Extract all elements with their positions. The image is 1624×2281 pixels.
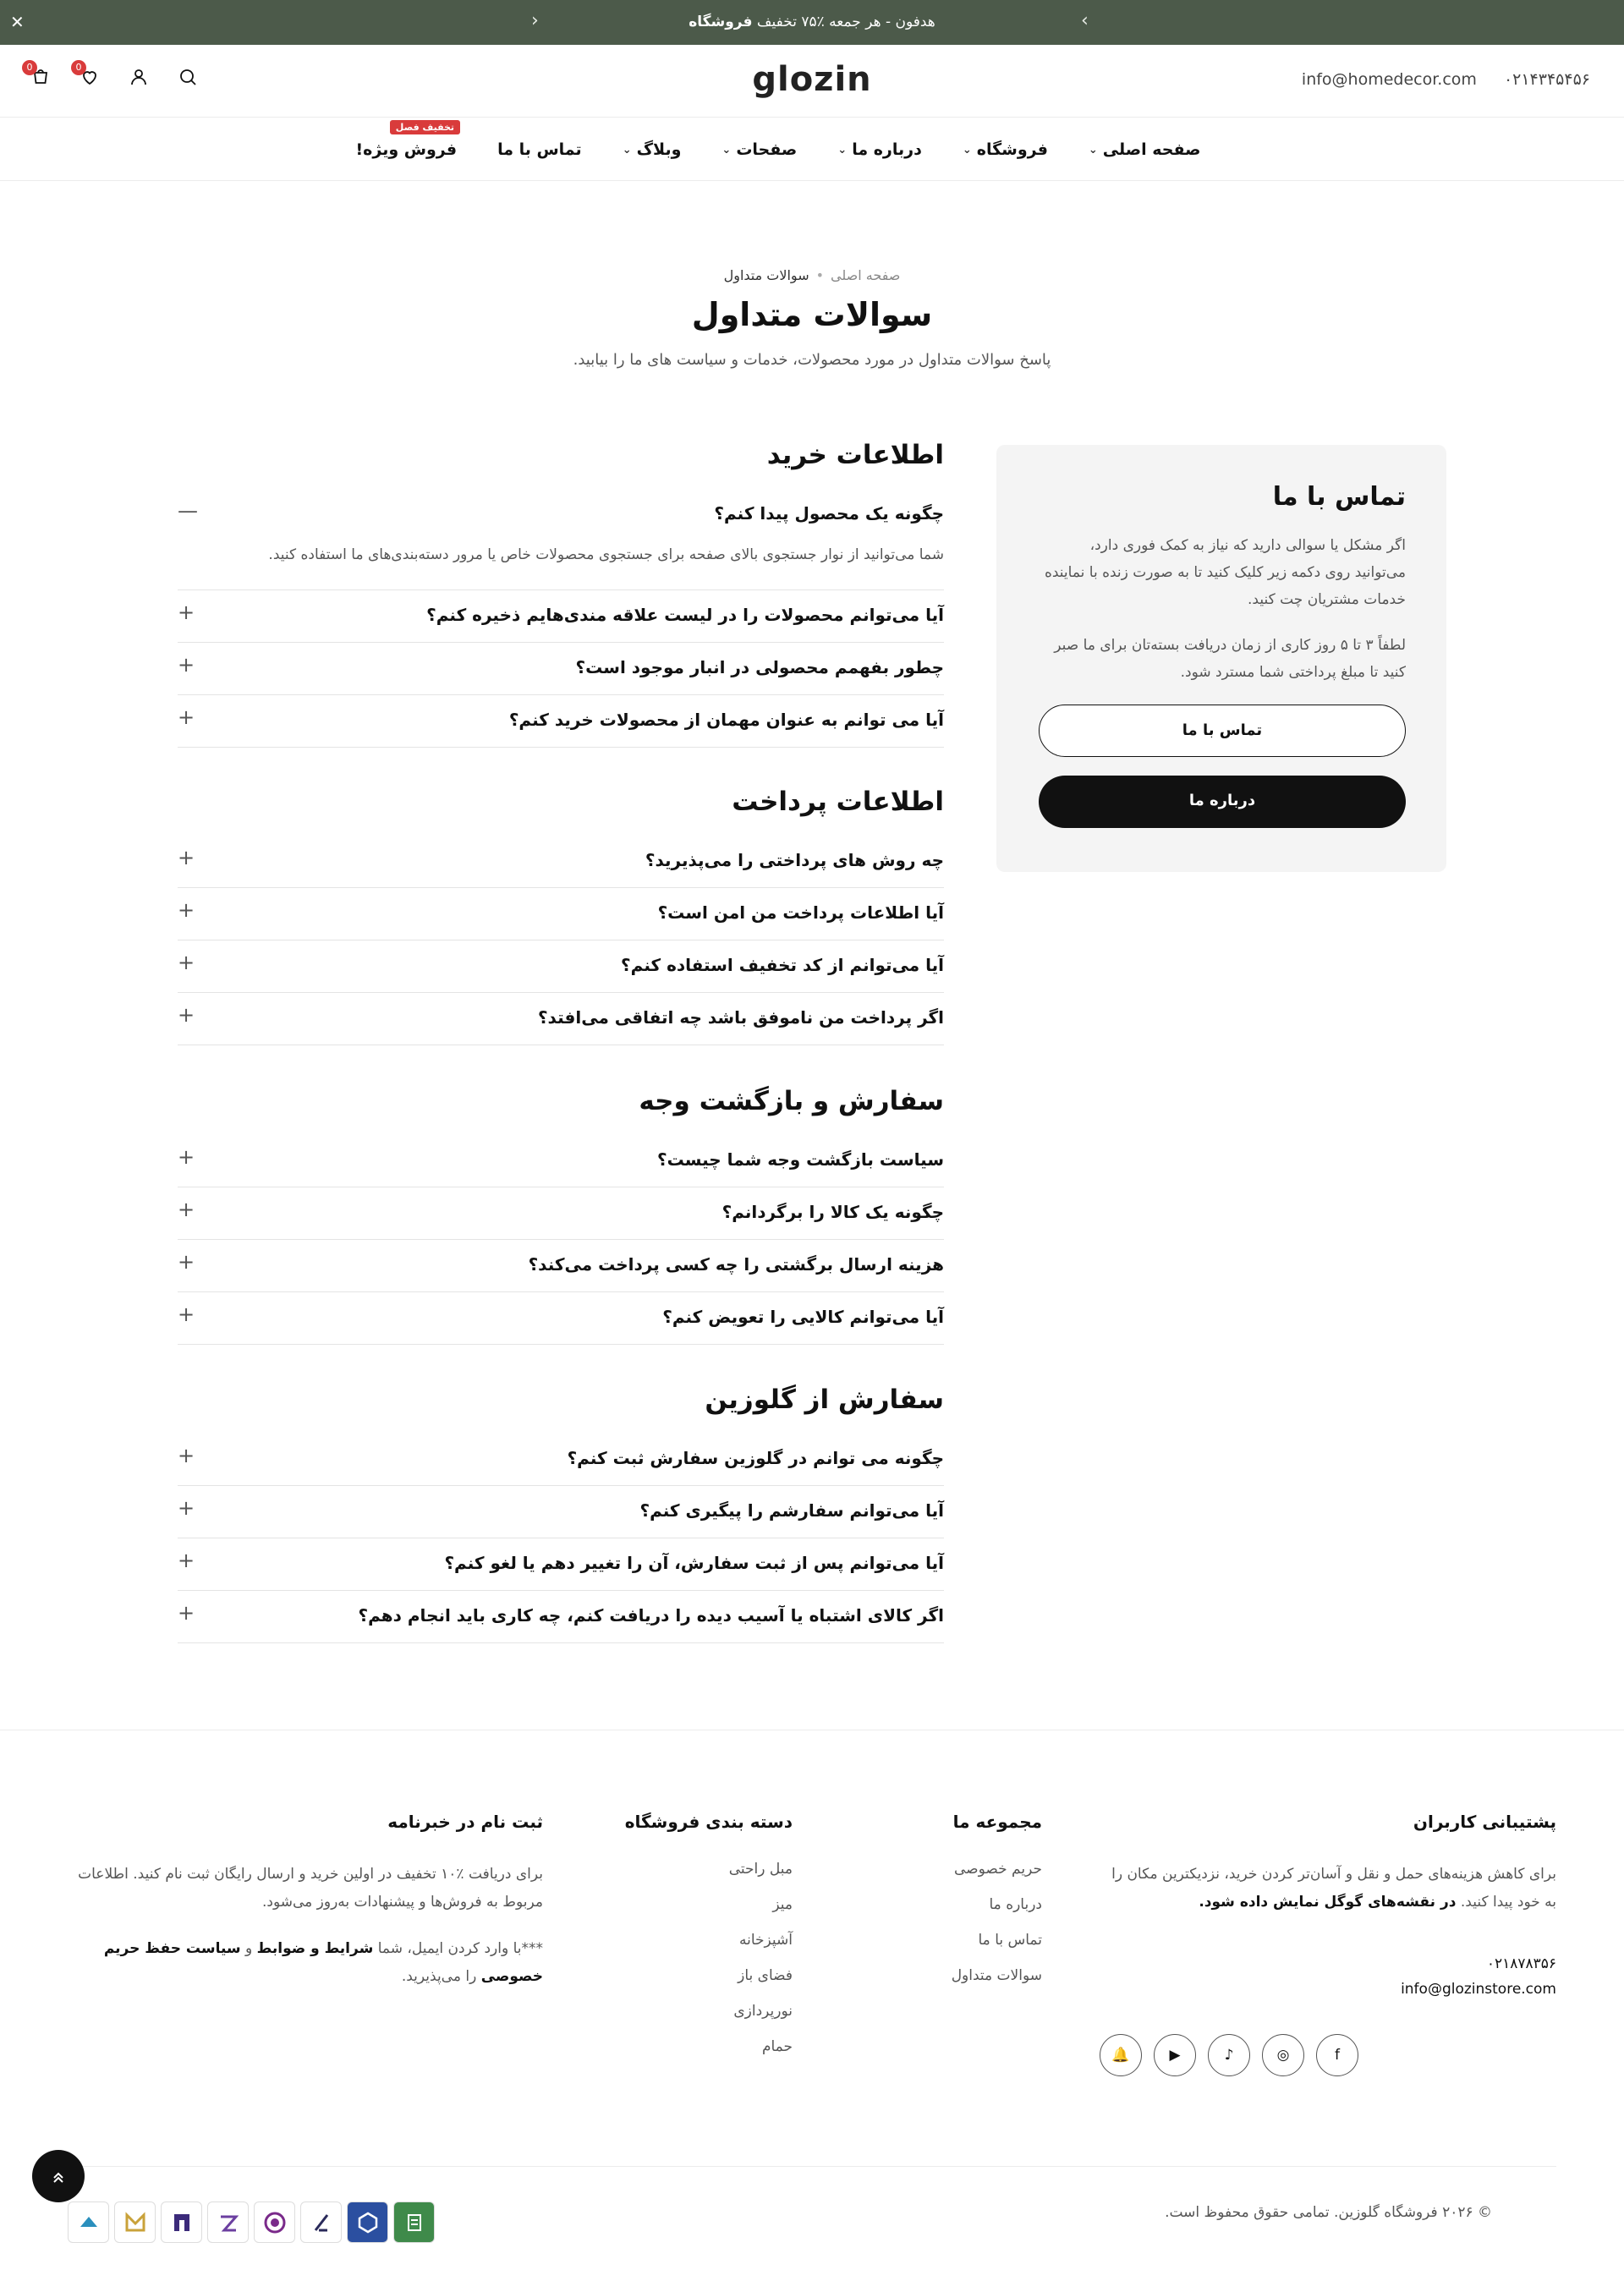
scroll-to-top-button[interactable] xyxy=(32,2150,85,2202)
breadcrumb-home[interactable]: صفحه اصلی xyxy=(831,267,901,283)
faq-item[interactable] xyxy=(178,1486,944,1538)
faq-question[interactable]: چه روش های پرداختی را می‌پذیرید؟ xyxy=(645,850,944,870)
tiktok-icon[interactable]: ♪ xyxy=(1208,2034,1250,2076)
plus-icon[interactable]: + xyxy=(178,1601,195,1625)
footer-link[interactable]: درباره ما xyxy=(989,1896,1042,1913)
minus-icon[interactable]: — xyxy=(178,499,198,523)
plus-icon[interactable]: + xyxy=(178,1250,195,1274)
faq-item[interactable] xyxy=(178,1187,944,1240)
trust-badge-icon[interactable] xyxy=(393,2201,435,2243)
footer-collection-title: مجموعه ما xyxy=(952,1812,1042,1832)
plus-icon[interactable]: + xyxy=(178,1444,195,1467)
faq-item[interactable] xyxy=(178,1135,944,1187)
header-email[interactable]: info@homedecor.com xyxy=(1301,70,1477,89)
trust-badge-icon[interactable] xyxy=(114,2201,156,2243)
nav-label: تماس با ما xyxy=(497,140,582,159)
footer-link[interactable]: مبل راحتی xyxy=(728,1861,793,1878)
faq-question[interactable]: آیا می‌توانم پس از ثبت سفارش، آن را تغییر دهم یا لغو کنم؟ xyxy=(444,1553,944,1573)
faq-item[interactable] xyxy=(178,993,944,1045)
faq-section-title: اطلاعات پرداخت xyxy=(732,787,944,817)
plus-icon[interactable]: + xyxy=(178,951,195,974)
contact-card-text2: لطفاً ۳ تا ۵ روز کاری از زمان دریافت بسته‌تان برای ما صبر کنید تا مبلغ پرداختی شما مسترد شود. xyxy=(1054,637,1406,681)
social-links xyxy=(1100,2034,1556,2076)
contact-card xyxy=(996,445,1446,872)
faq-item[interactable] xyxy=(178,643,944,695)
faq-section-returns xyxy=(178,1086,944,1345)
page-subtitle: پاسخ سوالات متداول در مورد محصولات، خدمات و سیاست های ما را بیابید. xyxy=(573,351,1051,369)
plus-icon[interactable]: + xyxy=(178,1003,195,1027)
faq-question[interactable]: آیا می‌توانم کالایی را تعویض کنم؟ xyxy=(662,1307,944,1327)
chevron-right-icon[interactable]: › xyxy=(1081,10,1089,31)
faq-section-payment xyxy=(178,787,944,1045)
footer-link[interactable]: نورپردازی xyxy=(733,2003,793,2020)
nav-item-shop[interactable] xyxy=(963,140,1048,159)
cart-icon[interactable] xyxy=(26,62,51,87)
youtube-icon[interactable]: ▶ xyxy=(1154,2034,1196,2076)
double-chevron-up-icon xyxy=(50,2169,67,2185)
faq-section-ordering xyxy=(178,1385,944,1643)
faq-section-purchase xyxy=(178,440,944,748)
trust-badge-icon[interactable] xyxy=(207,2201,249,2243)
footer-link[interactable]: حمام xyxy=(761,2038,793,2055)
faq-item[interactable] xyxy=(178,695,944,748)
footer-link[interactable]: تماس با ما xyxy=(978,1932,1042,1949)
chevron-down-icon: ⌄ xyxy=(837,143,848,156)
nav-item-about[interactable] xyxy=(837,140,922,159)
footer-link[interactable]: میز xyxy=(772,1896,793,1913)
trust-badge-icon[interactable] xyxy=(161,2201,202,2243)
site-footer xyxy=(0,1730,1624,2281)
chevron-down-icon: ⌄ xyxy=(721,143,732,156)
trust-badges xyxy=(68,2201,435,2243)
footer-categories xyxy=(606,1812,793,2074)
faq-question[interactable]: آیا اطلاعات پرداخت من امن است؟ xyxy=(657,902,944,923)
site-header xyxy=(0,45,1624,118)
hot-badge: تخفیف فصل xyxy=(390,120,460,134)
footer-categories-title: دسته بندی فروشگاه xyxy=(624,1812,793,1832)
faq-item[interactable] xyxy=(178,1538,944,1591)
faq-item[interactable] xyxy=(178,888,944,940)
header-phone[interactable]: ۰۲۱۴۳۴۵۴۵۶ xyxy=(1503,70,1590,89)
faq-item[interactable] xyxy=(178,1591,944,1643)
chevron-down-icon: ⌄ xyxy=(962,143,972,156)
footer-link[interactable]: حریم خصوصی xyxy=(954,1861,1042,1878)
faq-question[interactable]: چگونه می توانم در گلوزین سفارش ثبت کنم؟ xyxy=(567,1448,944,1468)
footer-divider xyxy=(68,2166,1556,2167)
terms-prefix: ***با وارد کردن ایمیل، شما xyxy=(377,1940,543,1957)
nav-item-pages[interactable] xyxy=(721,140,797,159)
newsletter-text: برای دریافت ٪۱۰ تخفیف در اولین خرید و ارسال رایگان ثبت نام کنید. اطلاعات مربوط به فروش‌ها و پیشنهادات به‌روز می‌شود. xyxy=(78,1866,543,1911)
trust-badge-icon[interactable] xyxy=(300,2201,342,2243)
newsletter-terms xyxy=(68,1935,543,1991)
facebook-icon[interactable]: f xyxy=(1316,2034,1358,2076)
footer-phone[interactable]: ۰۲۱۸۷۸۳۵۶ xyxy=(1486,1955,1556,1972)
breadcrumb-current: سوالات متداول xyxy=(723,267,809,283)
faq-question[interactable]: چگونه یک محصول پیدا کنم؟ xyxy=(714,503,944,524)
faq-item[interactable] xyxy=(178,940,944,993)
announcement-bold: فروشگاه xyxy=(689,14,753,30)
nav-label: فروشگاه xyxy=(976,140,1048,159)
footer-email[interactable]: info@glozinstore.com xyxy=(1401,1981,1556,1998)
faq-section-title: سفارش از گلوزین xyxy=(705,1385,944,1415)
nav-item-contact[interactable] xyxy=(497,140,582,159)
wishlist-count-badge: 0 xyxy=(71,60,86,75)
chevron-down-icon: ⌄ xyxy=(622,143,632,156)
notification-icon[interactable]: 🔔 xyxy=(1100,2034,1142,2076)
faq-question[interactable]: اگر پرداخت من ناموفق باشد چه اتفاقی می‌افتد؟ xyxy=(537,1007,944,1028)
chevron-left-icon[interactable]: ‹ xyxy=(531,10,539,31)
faq-item[interactable] xyxy=(178,836,944,888)
plus-icon[interactable]: + xyxy=(178,1302,195,1326)
footer-support-title: پشتیبانی کاربران xyxy=(1413,1812,1556,1832)
faq-question[interactable]: آیا می‌توانم سفارشم را پیگیری کنم؟ xyxy=(639,1500,944,1521)
nav-label: وبلاگ xyxy=(636,140,682,159)
footer-link[interactable]: سوالات متداول xyxy=(951,1967,1042,1984)
announcement-bar xyxy=(0,0,1624,45)
support-text: برای کاهش هزینه‌های حمل و نقل و آسان‌تر کردن خرید، نزدیکترین مکان را به خود پیدا کنید. xyxy=(1111,1866,1556,1911)
plus-icon[interactable]: + xyxy=(178,1198,195,1221)
copyright: © ۲۰۲۶ فروشگاه گلوزین. تمامی حقوق محفوظ است. xyxy=(1165,2204,1492,2221)
plus-icon[interactable]: + xyxy=(178,600,195,624)
header-icons xyxy=(26,62,198,87)
announcement-main: هدفون - هر جمعه ٪۷۵ تخفیف xyxy=(756,14,935,30)
trust-badge-icon[interactable] xyxy=(347,2201,388,2243)
faq-question[interactable]: آیا می‌توانم از کد تخفیف استفاده کنم؟ xyxy=(621,955,944,975)
close-icon[interactable]: ✕ xyxy=(10,12,25,32)
contact-card-text1: اگر مشکل یا سوالی دارید که نیاز به کمک فوری دارد، می‌توانید روی دکمه زیر کلیک کنید تا به صورت زنده با نماینده خدمات مشتریان چت کنید. xyxy=(1044,537,1406,608)
breadcrumb-separator: • xyxy=(815,267,825,283)
search-icon[interactable] xyxy=(178,67,198,87)
nav-label: درباره ما xyxy=(852,140,922,159)
plus-icon[interactable]: + xyxy=(178,1496,195,1520)
announcement-text xyxy=(0,0,1624,45)
plus-icon[interactable]: + xyxy=(178,1549,195,1572)
faq-item[interactable] xyxy=(178,1240,944,1292)
terms-link[interactable]: شرایط و ضوابط xyxy=(256,1940,374,1957)
footer-link[interactable]: آشپزخانه xyxy=(738,1932,793,1949)
logo[interactable]: glozin xyxy=(752,60,872,99)
support-map-link[interactable]: در نقشه‌های گوگل نمایش داده شود. xyxy=(1199,1894,1457,1911)
faq-section-title: سفارش و بازگشت وجه xyxy=(639,1086,944,1116)
plus-icon[interactable]: + xyxy=(178,653,195,677)
contact-card-title: تماس با ما xyxy=(1272,482,1406,512)
faq-question[interactable]: هزینه ارسال برگشتی را چه کسی پرداخت می‌کند؟ xyxy=(528,1254,944,1275)
plus-icon[interactable]: + xyxy=(178,898,195,922)
footer-newsletter xyxy=(68,1812,543,1991)
faq-question[interactable]: آیا می‌توانم محصولات را در لیست علاقه مندی‌هایم ذخیره کنم؟ xyxy=(426,605,944,625)
faq-item[interactable] xyxy=(178,1434,944,1486)
faq-question[interactable]: آیا می توانم به عنوان مهمان از محصولات خرید کنم؟ xyxy=(508,710,944,730)
plus-icon[interactable]: + xyxy=(178,705,195,729)
terms-and: و xyxy=(245,1940,253,1957)
footer-support-text xyxy=(1100,1861,1556,1916)
nav-item-sale[interactable] xyxy=(355,122,458,159)
chevron-down-icon: ⌄ xyxy=(1088,143,1098,156)
breadcrumb xyxy=(0,267,1624,283)
nav-label: صفحات xyxy=(736,140,798,159)
user-icon[interactable] xyxy=(129,67,149,87)
faq-question[interactable]: سیاست بازگشت وجه شما چیست؟ xyxy=(657,1149,944,1170)
plus-icon[interactable]: + xyxy=(178,846,195,869)
instagram-icon[interactable]: ◎ xyxy=(1262,2034,1304,2076)
footer-link[interactable]: فضای باز xyxy=(738,1967,793,1984)
faq-answer: شما می‌توانید از نوار جستجوی بالای صفحه برای جستجوی محصولات خاص یا مرور دسته‌بندی‌های ما استفاده کنید. xyxy=(268,546,944,563)
faq-item[interactable] xyxy=(178,489,944,590)
footer-support xyxy=(1100,1812,1556,2076)
main-nav xyxy=(0,118,1624,181)
terms-suffix: را می‌پذیرید. xyxy=(401,1968,477,1985)
privacy-link[interactable]: سیاست حفظ حریم خصوصی xyxy=(103,1940,543,1985)
nav-label: صفحه اصلی xyxy=(1102,140,1201,159)
plus-icon[interactable]: + xyxy=(178,1145,195,1169)
faq-item[interactable] xyxy=(178,590,944,643)
contact-button[interactable]: تماس با ما xyxy=(1039,705,1406,757)
footer-collection xyxy=(873,1812,1042,2003)
page-title: سوالات متداول xyxy=(691,296,933,333)
faq-question[interactable]: چگونه یک کالا را برگردانم؟ xyxy=(721,1202,944,1222)
trust-badge-icon[interactable] xyxy=(254,2201,295,2243)
faq-question[interactable]: چطور بفهمم محصولی در انبار موجود است؟ xyxy=(575,657,944,677)
faq-section-title: اطلاعات خرید xyxy=(766,440,944,470)
nav-item-home[interactable] xyxy=(1089,140,1201,159)
footer-newsletter-title: ثبت نام در خبرنامه xyxy=(387,1812,543,1832)
nav-item-blog[interactable] xyxy=(623,140,682,159)
wishlist-icon[interactable] xyxy=(75,62,100,87)
about-button[interactable]: درباره ما xyxy=(1039,776,1406,828)
nav-label: فروش ویژه! xyxy=(355,140,458,159)
faq-item[interactable] xyxy=(178,1292,944,1345)
cart-count-badge: 0 xyxy=(22,60,37,75)
faq-question[interactable]: اگر کالای اشتباه یا آسیب دیده را دریافت کنم، چه کاری باید انجام دهم؟ xyxy=(358,1605,944,1626)
trust-badge-icon[interactable] xyxy=(68,2201,109,2243)
